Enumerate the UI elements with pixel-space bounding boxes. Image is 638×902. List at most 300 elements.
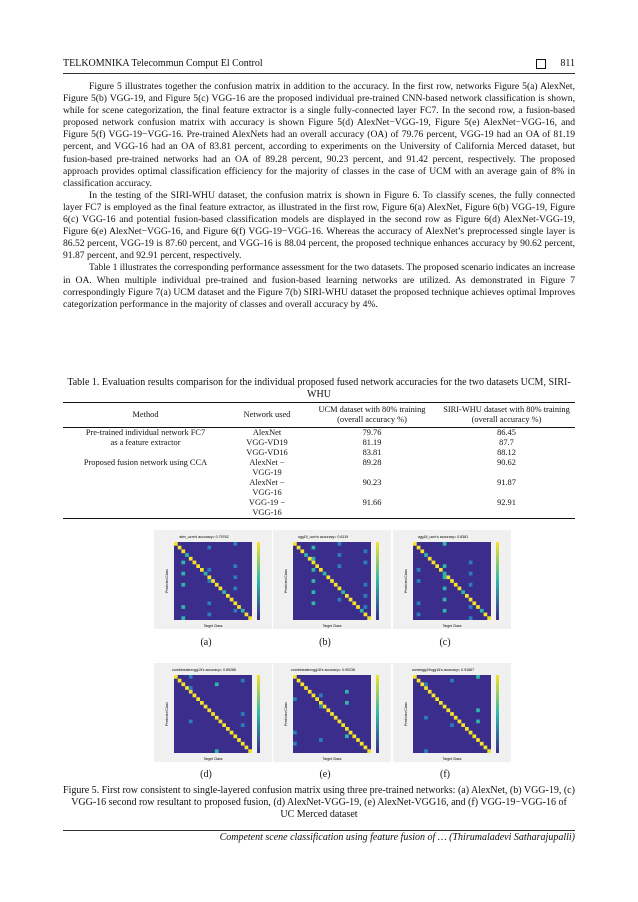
x-axis-label: Target Class — [203, 757, 223, 761]
offdiag-cell — [364, 561, 368, 565]
table-row — [63, 468, 575, 478]
diagonal-cell — [420, 549, 424, 553]
table-cell-method — [63, 468, 228, 478]
diagonal-cell — [360, 742, 364, 746]
y-axis-label: Predicted Class — [165, 569, 169, 593]
diagonal-cell — [352, 601, 356, 605]
y-axis-label: Predicted Class — [284, 702, 288, 726]
diagonal-cell — [461, 723, 465, 727]
offdiag-cell — [345, 701, 349, 705]
confusion-matrix-panel — [273, 663, 391, 762]
diagonal-cell — [237, 738, 241, 742]
diagonal-cell — [413, 675, 417, 679]
colorbar — [257, 542, 260, 620]
diagonal-cell — [364, 613, 368, 617]
diagonal-cell — [226, 594, 230, 598]
table-cell-siri: 92.91 — [497, 498, 516, 507]
table-cell-siri — [438, 508, 575, 519]
diagonal-cell — [417, 679, 421, 683]
table-row — [63, 448, 575, 458]
header-network: Network used — [228, 403, 306, 428]
diagonal-cell — [472, 734, 476, 738]
diagonal-cell — [248, 616, 252, 620]
offdiag-cell — [417, 579, 421, 583]
diagonal-cell — [454, 583, 458, 587]
diagonal-cell — [345, 727, 349, 731]
diagonal-cell — [315, 564, 319, 568]
confusion-matrix-plot — [393, 663, 511, 762]
offdiag-cell — [469, 616, 473, 620]
offdiag-cell — [469, 561, 473, 565]
table-caption: Table 1. Evaluation results comparison for the individual proposed fused network accuracies for the two datasets UCM, SIRI-WHU — [67, 377, 571, 400]
table-row — [63, 498, 575, 508]
diagonal-cell — [245, 613, 249, 617]
table-cell-network: AlexNet − — [249, 478, 285, 487]
diagonal-cell — [326, 575, 330, 579]
diagonal-cell — [428, 690, 432, 694]
diagonal-cell — [181, 549, 185, 553]
diagonal-cell — [367, 749, 371, 753]
offdiag-cell — [312, 601, 316, 605]
diagonal-cell — [312, 694, 316, 698]
diagonal-cell — [193, 694, 197, 698]
offdiag-cell — [424, 749, 428, 753]
offdiag-cell — [364, 605, 368, 609]
diagonal-cell — [465, 594, 469, 598]
matrix-title: alex_ucm's accuracy= 0.79762 — [179, 535, 229, 539]
x-axis-label: Target Class — [322, 624, 342, 628]
offdiag-cell — [364, 594, 368, 598]
diagonal-cell — [334, 583, 338, 587]
offdiag-cell — [345, 690, 349, 694]
diagonal-cell — [196, 697, 200, 701]
diagonal-cell — [364, 746, 368, 750]
diagonal-cell — [472, 601, 476, 605]
table-cell-method — [63, 508, 228, 519]
diagonal-cell — [185, 686, 189, 690]
panel-label: (f) — [440, 769, 450, 780]
offdiag-cell — [207, 568, 211, 572]
offdiag-cell — [189, 675, 193, 679]
diagonal-cell — [439, 701, 443, 705]
diagonal-cell — [204, 572, 208, 576]
diagonal-cell — [432, 694, 436, 698]
diagonal-cell — [241, 742, 245, 746]
offdiag-cell — [181, 605, 185, 609]
table-row — [63, 488, 575, 498]
y-axis-label: Predicted Class — [284, 569, 288, 593]
matrix-title: combvgg19vgg16's accuracy= 0.91667 — [411, 668, 475, 672]
table-cell-siri — [438, 488, 575, 498]
table-cell-method — [63, 448, 228, 458]
diagonal-cell — [432, 561, 436, 565]
diagonal-cell — [293, 675, 297, 679]
offdiag-cell — [293, 731, 297, 735]
table-cell-network: VGG-16 — [228, 508, 306, 519]
offdiag-cell — [233, 575, 237, 579]
diagonal-cell — [450, 712, 454, 716]
diagonal-cell — [480, 609, 484, 613]
diagonal-cell — [215, 716, 219, 720]
y-axis-label: Predicted Class — [165, 702, 169, 726]
offdiag-cell — [319, 705, 323, 709]
offdiag-cell — [450, 679, 454, 683]
diagonal-cell — [233, 601, 237, 605]
offdiag-cell — [181, 561, 185, 565]
body-text — [63, 81, 575, 311]
diagonal-cell — [424, 686, 428, 690]
diagonal-cell — [204, 705, 208, 709]
diagonal-cell — [207, 708, 211, 712]
confusion-matrix-panel — [154, 530, 272, 629]
diagonal-cell — [189, 557, 193, 561]
offdiag-cell — [417, 601, 421, 605]
header-ucm: UCM dataset with 80% training (overall accuracy %) — [306, 403, 438, 428]
table-cell-siri: 88.12 — [497, 448, 516, 457]
diagonal-cell — [443, 705, 447, 709]
matrix-title: combinealexvgg16's accuracy= 0.90238 — [291, 668, 355, 672]
diagonal-cell — [219, 720, 223, 724]
diagonal-cell — [487, 616, 491, 620]
offdiag-cell — [443, 598, 447, 602]
matrix-title: combinealexvgg19's accuracy= 0.89286 — [172, 668, 236, 672]
table-cell-method — [63, 488, 228, 498]
diagonal-cell — [326, 708, 330, 712]
diagonal-cell — [230, 598, 234, 602]
diagonal-cell — [226, 727, 230, 731]
page-number: 811 — [560, 58, 575, 69]
diagonal-cell — [174, 675, 178, 679]
table-row — [63, 428, 575, 439]
offdiag-cell — [233, 587, 237, 591]
offdiag-cell — [338, 598, 342, 602]
running-footer: Competent scene classification using feature fusion of … (Thirumaladevi Satharajupalli) — [219, 832, 575, 843]
diagonal-cell — [341, 723, 345, 727]
y-axis-label: Predicted Class — [404, 569, 408, 593]
offdiag-cell — [241, 712, 245, 716]
offdiag-cell — [189, 720, 193, 724]
diagonal-cell — [356, 605, 360, 609]
table-cell-network: AlexNet − — [249, 458, 285, 467]
diagonal-cell — [338, 720, 342, 724]
table-row — [63, 438, 575, 448]
diagonal-cell — [413, 542, 417, 546]
diagonal-cell — [215, 583, 219, 587]
diagonal-cell — [319, 701, 323, 705]
panel-label: (b) — [319, 637, 331, 648]
journal-name: TELKOMNIKA Telecommun Comput El Control — [63, 58, 263, 69]
offdiag-cell — [293, 697, 297, 701]
x-axis-label: Target Class — [203, 624, 223, 628]
diagonal-cell — [443, 572, 447, 576]
diagonal-cell — [211, 712, 215, 716]
table-cell-siri: 87.7 — [499, 438, 514, 447]
diagonal-cell — [465, 727, 469, 731]
offdiag-cell — [364, 549, 368, 553]
offdiag-cell — [476, 708, 480, 712]
diagonal-cell — [439, 568, 443, 572]
offdiag-cell — [241, 723, 245, 727]
diagonal-cell — [469, 731, 473, 735]
panel-label: (a) — [200, 637, 212, 648]
diagonal-cell — [297, 546, 301, 550]
offdiag-cell — [319, 738, 323, 742]
diagonal-cell — [454, 716, 458, 720]
diagonal-cell — [237, 605, 241, 609]
confusion-matrix-plot — [273, 663, 391, 762]
offdiag-cell — [476, 675, 480, 679]
running-header — [63, 58, 575, 69]
offdiag-cell — [443, 609, 447, 613]
diagonal-cell — [312, 561, 316, 565]
diagonal-cell — [174, 542, 178, 546]
diagonal-cell — [297, 679, 301, 683]
table-cell-method — [63, 498, 228, 508]
table-cell-ucm: 89.28 — [362, 458, 382, 467]
header-siri: SIRI-WHU dataset with 80% training (overall accuracy %) — [438, 403, 575, 428]
offdiag-cell — [469, 583, 473, 587]
table-cell-siri: 86.45 — [497, 428, 516, 437]
header-method: Method — [63, 403, 228, 428]
offdiag-cell — [424, 682, 428, 686]
diagonal-cell — [417, 546, 421, 550]
diagonal-cell — [178, 546, 182, 550]
offdiag-cell — [424, 716, 428, 720]
diagonal-cell — [450, 579, 454, 583]
diagonal-cell — [458, 587, 462, 591]
diagonal-cell — [189, 690, 193, 694]
header-rule — [63, 73, 575, 74]
confusion-matrix-panel — [393, 663, 511, 762]
diagonal-cell — [330, 712, 334, 716]
x-axis-label: Target Class — [442, 624, 462, 628]
diagonal-cell — [193, 561, 197, 565]
offdiag-cell — [469, 605, 473, 609]
offdiag-cell — [443, 564, 447, 568]
confusion-matrix-plot — [154, 530, 272, 629]
diagonal-cell — [360, 609, 364, 613]
y-axis-label: Predicted Class — [404, 702, 408, 726]
confusion-matrix-panel — [154, 663, 272, 762]
matrix-title: vgg19_ucm's accuracy= 0.8119 — [297, 535, 349, 539]
diagonal-cell — [484, 613, 488, 617]
results-table — [63, 402, 575, 519]
colorbar — [376, 542, 379, 620]
confusion-matrix-plot — [154, 663, 272, 762]
panel-label: (e) — [319, 769, 331, 780]
offdiag-cell — [241, 679, 245, 683]
diagonal-cell — [200, 568, 204, 572]
table-cell-method — [63, 478, 228, 488]
panel-label: (c) — [439, 637, 451, 648]
diagonal-cell — [469, 598, 473, 602]
offdiag-cell — [417, 613, 421, 617]
offdiag-cell — [443, 587, 447, 591]
offdiag-cell — [469, 572, 473, 576]
diagonal-cell — [196, 564, 200, 568]
offdiag-cell — [364, 583, 368, 587]
offdiag-cell — [450, 723, 454, 727]
offdiag-cell — [443, 575, 447, 579]
x-axis-label: Target Class — [442, 757, 462, 761]
diagonal-cell — [315, 697, 319, 701]
diagonal-cell — [222, 723, 226, 727]
diagonal-cell — [446, 575, 450, 579]
table-cell-method: Proposed fusion network using CCA — [83, 458, 208, 467]
paragraph: Figure 5 illustrates together the confusion matrix in addition to the accuracy. In the first row, networks Figure 5(a) AlexNet, Figure 5(b) VGG-19, and Figure 5(c) VGG-16 are the proposed individual pre-trained CNN-based network classification is shown, while for scene categorization, the final feature extractor is a single fully-connected layer FC7. In the second row, a fusion-based proposed network confusion matrix with accuracy is shown Figure 5(d) AlexNet−VGG-19, Figure 5(e) AlexNet−VGG-16, and Figure 5(f) VGG-19−VGG-16. Pre-trained AlexNets had an overall accuracy (OA) of 79.76 percent, VGG-19 had an OA of 81.19 percent, and VGG-16 had an OA of 83.81 percent, according to experiments on the University of California Merced dataset, but fusion-based pre-trained networks had an OA of 89.28 percent, 90.23 percent, and 91.42 percent, respectively. The proposed approach provides optimal classification efficiency for the majority of classes in the case of UCM with an average gain of 8% in classification accuracy. — [63, 81, 575, 189]
offdiag-cell — [476, 720, 480, 724]
diagonal-cell — [304, 553, 308, 557]
offdiag-cell — [215, 682, 219, 686]
diagonal-cell — [248, 749, 252, 753]
offdiag-cell — [189, 686, 193, 690]
footer-rule — [63, 830, 575, 831]
offdiag-cell — [338, 564, 342, 568]
diagonal-cell — [461, 590, 465, 594]
diagonal-cell — [352, 734, 356, 738]
table-cell-network: AlexNet — [252, 428, 282, 437]
diagonal-cell — [178, 679, 182, 683]
x-axis-label: Target Class — [322, 757, 342, 761]
offdiag-cell — [312, 546, 316, 550]
diagonal-cell — [241, 609, 245, 613]
diagonal-cell — [338, 587, 342, 591]
table-cell-network: VGG-19 − — [248, 498, 286, 507]
diagonal-cell — [233, 734, 237, 738]
square-bullet-icon — [536, 59, 546, 69]
diagonal-cell — [308, 690, 312, 694]
diagonal-cell — [349, 598, 353, 602]
table-cell-ucm — [306, 468, 438, 478]
diagonal-cell — [428, 557, 432, 561]
table-row — [63, 508, 575, 519]
diagonal-cell — [476, 738, 480, 742]
paragraph: Table 1 illustrates the corresponding performance assessment for the two datasets. The proposed scenario indicates an increase in OA. When multiple individual pre-trained and fusion-based learning networks are utilized. As demonstrated in Figure 7 correspondingly Figure 7(a) UCM dataset and the Figure 7(b) SIRI-WHU dataset the proposed technique achieves optimal Improves categorization performance in the majority of classes and overall accuracy by 4%. — [63, 262, 575, 310]
diagonal-cell — [420, 682, 424, 686]
offdiag-cell — [181, 583, 185, 587]
diagonal-cell — [446, 708, 450, 712]
table-row — [63, 458, 575, 468]
diagonal-cell — [424, 553, 428, 557]
diagonal-cell — [341, 590, 345, 594]
offdiag-cell — [207, 579, 211, 583]
offdiag-cell — [215, 749, 219, 753]
offdiag-cell — [312, 568, 316, 572]
diagonal-cell — [476, 605, 480, 609]
diagonal-cell — [300, 682, 304, 686]
diagonal-cell — [484, 746, 488, 750]
colorbar — [496, 542, 499, 620]
diagonal-cell — [334, 716, 338, 720]
diagonal-cell — [345, 594, 349, 598]
table-cell-ucm: 83.81 — [362, 448, 382, 457]
offdiag-cell — [181, 616, 185, 620]
table-cell-siri: 90.62 — [497, 458, 516, 467]
diagonal-cell — [185, 553, 189, 557]
diagonal-cell — [300, 549, 304, 553]
offdiag-cell — [338, 553, 342, 557]
offdiag-cell — [312, 579, 316, 583]
confusion-matrix-plot — [393, 530, 511, 629]
table-cell-network: VGG-VD16 — [246, 448, 288, 457]
offdiag-cell — [207, 613, 211, 617]
diagonal-cell — [200, 701, 204, 705]
diagonal-cell — [323, 705, 327, 709]
diagonal-cell — [319, 568, 323, 572]
table-cell-siri: 91.87 — [497, 478, 516, 487]
table-cell-ucm: 90.23 — [362, 478, 382, 487]
panel-label: (d) — [200, 769, 212, 780]
table-cell-ucm: 79.76 — [362, 428, 382, 437]
diagonal-cell — [207, 575, 211, 579]
table-cell-network: VGG-16 — [252, 488, 282, 497]
offdiag-cell — [233, 564, 237, 568]
offdiag-cell — [443, 542, 447, 546]
offdiag-cell — [417, 568, 421, 572]
matrix-title: vgg16_ucm's accuracy= 0.8381 — [417, 535, 469, 539]
paragraph: In the testing of the SIRI-WHU dataset, the confusion matrix is shown in Figure 6. To classify scenes, the fully connected layer FC7 is employed as the final feature extractor, as illustrated in the first row, Figure 6(a) AlexNet, Figure 6(b) VGG-19, Figure 6(c) VGG-16 and potential fusion-based classification models are displayed in the second row as Figure 6(d) AlexNet-VGG-19, Figure 6(e) AlexNet−VGG-16, and Figure 6(f) VGG-19−VGG-16. Whereas the accuracy of AlexNet’s preprocessed single layer is 86.52 percent, VGG-19 is 87.60 percent, and VGG-16 is 88.04 percent, the proposed technique enhances accuracy by 90.62 percent, 91.87 percent, and 92.91 percent, respectively. — [63, 189, 575, 262]
diagonal-cell — [245, 746, 249, 750]
diagonal-cell — [458, 720, 462, 724]
table-cell-ucm: 81.19 — [362, 438, 382, 447]
colorbar — [496, 675, 499, 753]
offdiag-cell — [207, 601, 211, 605]
diagonal-cell — [230, 731, 234, 735]
confusion-matrix-plot — [273, 530, 391, 629]
table-cell-network: VGG-19 — [252, 468, 282, 477]
diagonal-cell — [308, 557, 312, 561]
diagonal-cell — [222, 590, 226, 594]
offdiag-cell — [319, 694, 323, 698]
table-cell-siri — [438, 468, 575, 478]
table-cell-network: VGG-VD19 — [246, 438, 288, 447]
table-row — [63, 478, 575, 488]
offdiag-cell — [233, 542, 237, 546]
diagonal-cell — [304, 686, 308, 690]
offdiag-cell — [312, 557, 316, 561]
diagonal-cell — [293, 542, 297, 546]
diagonal-cell — [349, 731, 353, 735]
diagonal-cell — [435, 564, 439, 568]
offdiag-cell — [181, 572, 185, 576]
diagonal-cell — [323, 572, 327, 576]
table-cell-ucm — [306, 488, 438, 498]
diagonal-cell — [480, 742, 484, 746]
diagonal-cell — [435, 697, 439, 701]
colorbar — [257, 675, 260, 753]
table-cell-method: as a feature extractor — [110, 438, 181, 447]
diagonal-cell — [330, 579, 334, 583]
table-header-row — [63, 403, 575, 428]
diagonal-cell — [367, 616, 371, 620]
table-cell-method: Pre-trained individual network FC7 — [85, 428, 206, 437]
offdiag-cell — [312, 590, 316, 594]
confusion-matrix-panel — [273, 530, 391, 629]
diagonal-cell — [356, 738, 360, 742]
diagonal-cell — [181, 682, 185, 686]
offdiag-cell — [338, 542, 342, 546]
offdiag-cell — [233, 609, 237, 613]
offdiag-cell — [207, 546, 211, 550]
table-cell-ucm — [306, 508, 438, 519]
figure-caption: Figure 5. First row consistent to single-layered confusion matrix using three pre-trained networks: (a) AlexNet, (b) VGG-19, (c) VGG-16 second row resultant to proposed fusion, (d) AlexNet-VGG-19, (e) AlexNet-VGG16, and (f) VGG-19−VGG-16 of UC Merced dataset — [63, 785, 575, 821]
diagonal-cell — [211, 579, 215, 583]
offdiag-cell — [345, 734, 349, 738]
table-cell-ucm: 91.66 — [362, 498, 382, 507]
colorbar — [376, 675, 379, 753]
diagonal-cell — [219, 587, 223, 591]
diagonal-cell — [487, 749, 491, 753]
